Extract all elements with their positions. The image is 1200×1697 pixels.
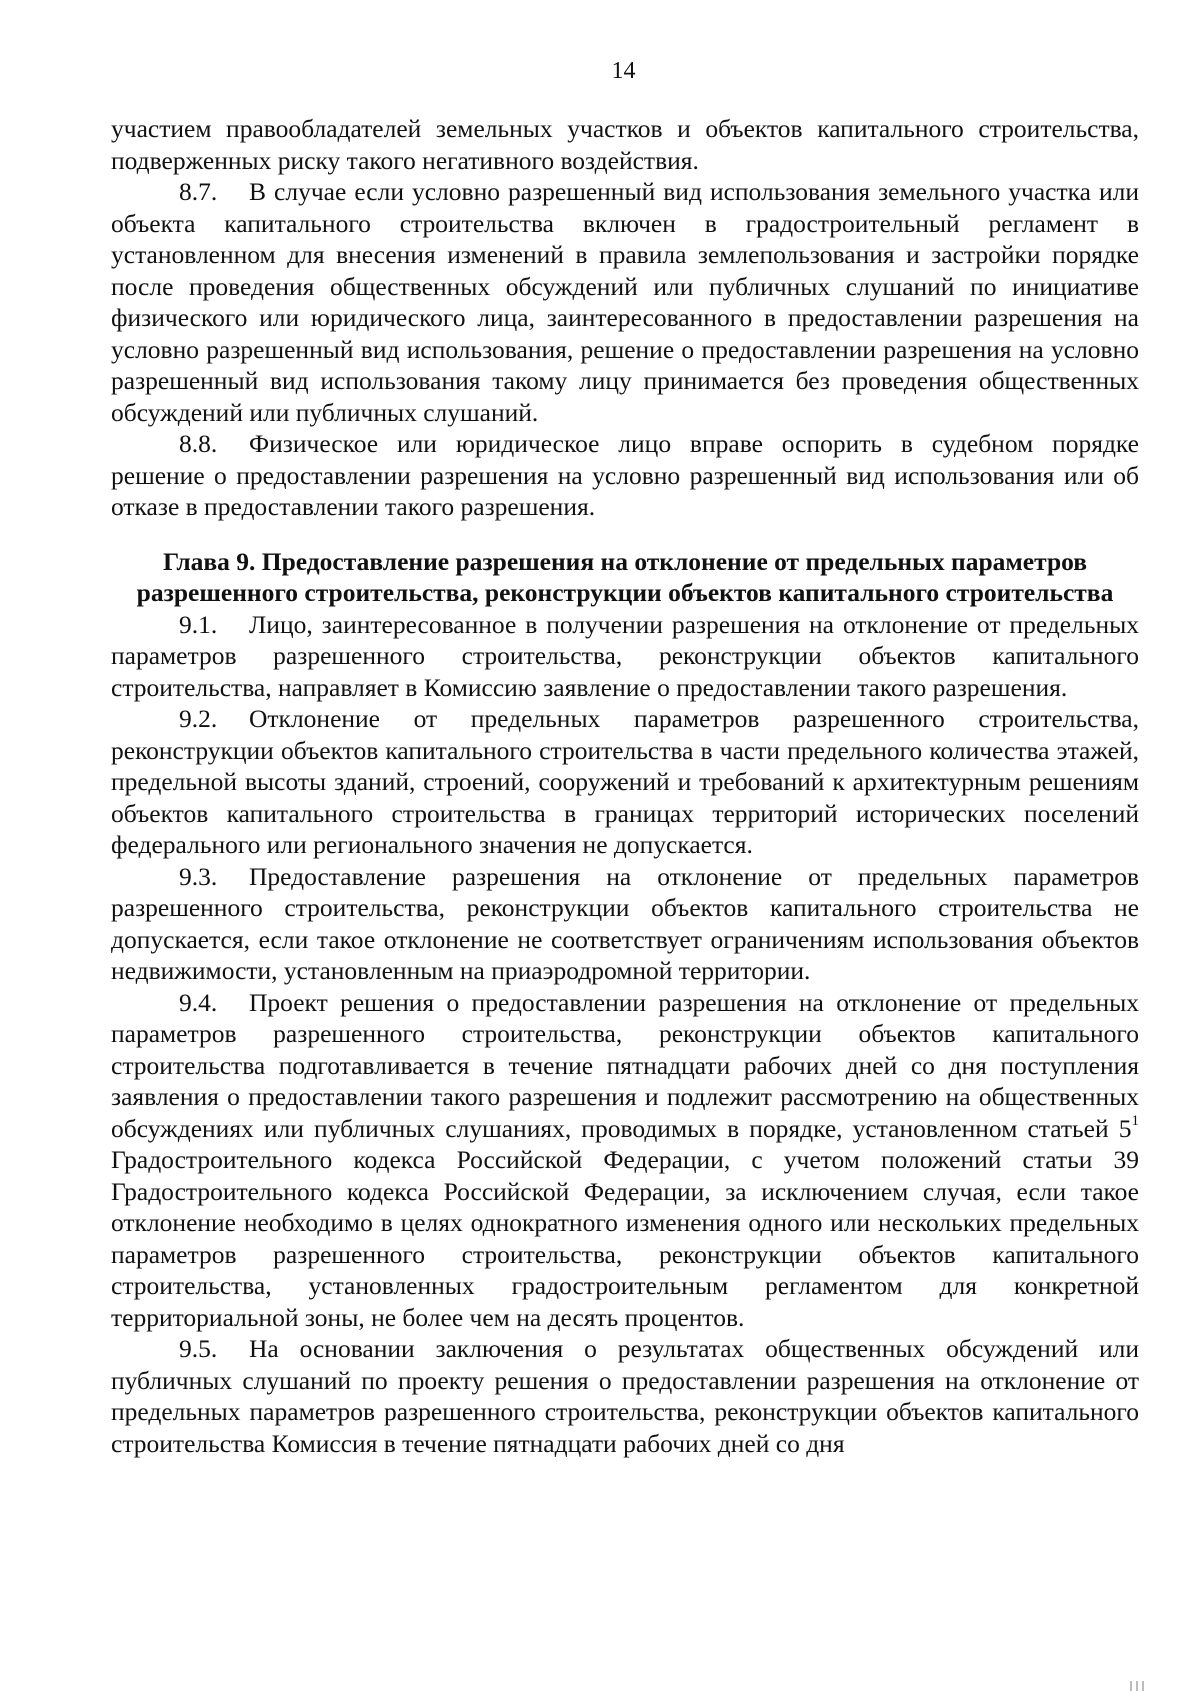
superscript-index: 1 — [1131, 1112, 1139, 1129]
paragraph-9-4 — [111, 987, 1139, 1334]
paragraph-continuation — [111, 113, 1139, 176]
clause-number: 9.2. — [179, 704, 218, 733]
clause-number: 9.4. — [179, 987, 218, 1017]
clause-number: 8.7. — [179, 177, 218, 206]
paragraph-text: Физическое или юридическое лицо вправе оспорить в судебном порядке решение о предоставлении разрешения на условно разрешенный вид использования или об отказе в предоставлении такого разрешения. — [111, 429, 1139, 521]
paragraph-9-1 — [111, 609, 1139, 704]
clause-number: 9.1. — [179, 609, 218, 639]
paragraph-9-5 — [111, 1333, 1139, 1459]
paragraph-text-after: Градостроительного кодекса Российской Федерации, с учетом положений статьи 39 Градостроительного кодекса Российской Федерации, за исключением случая, если такое отклонение необходимо в целях однократного изменения одного или нескольких предельных параметров разрешенного строительства, реконструкции объектов капитального строительства, установленных градостроительным регламентом для конкретной территориальной зоны, не более чем на десять процентов. — [111, 1145, 1139, 1332]
clause-number: 9.3. — [179, 861, 218, 891]
chapter-heading: Глава 9. Предоставление разрешения на отклонение от предельных параметров разрешенного строительства, реконструкции объектов капитального строительства — [136, 546, 1114, 607]
paragraph-text: участием правообладателей земельных участков и объектов капитального строительства, подверженных риску такого негативного воздействия. — [111, 114, 1139, 175]
paragraph-text: Предоставление разрешения на отклонение от предельных параметров разрешенного строительства, реконструкции объектов капитального строительства не допускается, если такое отклонение не соответствует ограничениям использования объектов недвижимости, установленным на приаэродромной территории. — [111, 861, 1139, 985]
paragraph-text: В случае если условно разрешенный вид использования земельного участка или объекта капитального строительства включен в градостроительный регламент в установленном для внесения изменений в правила землепользования и застройки порядке после проведения общественных обсуждений или публичных слушаний по инициативе физического или юридического лица, заинтересованного в предоставлении разрешения на условно разрешенный вид использования, решение о предоставлении разрешения на условно разрешенный вид использования такому лицу принимается без проведения общественных обсуждений или публичных слушаний. — [111, 177, 1139, 427]
paragraph-text: Отклонение от предельных параметров разрешенного строительства, реконструкции объектов капитального строительства в части предельного количества этажей, предельной высоты зданий, строений, сооружений и требований к архитектурным решениям объектов капитального строительства в границах территорий исторических поселений федерального или регионального значения не допускается. — [111, 704, 1139, 859]
paragraph-text: На основании заключения о результатах общественных обсуждений или публичных слушаний по проекту решения о предоставлении разрешения на отклонение от предельных параметров разрешенного строительства, реконструкции объектов капитального строительства Комиссия в течение пятнадцати рабочих дней со дня — [111, 1334, 1139, 1458]
page-number: 14 — [611, 58, 636, 84]
clause-number: 9.5. — [179, 1334, 218, 1363]
scan-edge-mark — [1130, 1681, 1156, 1691]
paragraph-8-7 — [111, 176, 1139, 428]
clause-number: 8.8. — [179, 429, 218, 458]
paragraph-9-3 — [111, 861, 1139, 987]
paragraph-text: Лицо, заинтересованное в получении разрешения на отклонение от предельных параметров разрешенного строительства, реконструкции объектов капитального строительства, направляет в Комиссию заявление о предоставлении такого разрешения. — [111, 609, 1139, 702]
paragraph-text-before: Проект решения о предоставлении разрешения на отклонение от предельных параметров разрешенного строительства, реконструкции объектов капитального строительства подготавливается в течение пятнадцати рабочих дней со дня поступления заявления о предоставлении такого разрешения и подлежит рассмотрению на общественных обсуждениях или публичных слушаниях, проводимых в порядке, установленном статьей 5 — [111, 987, 1139, 1143]
paragraph-9-2 — [111, 703, 1139, 861]
document-body — [111, 113, 1139, 1459]
paragraph-8-8 — [111, 428, 1139, 523]
